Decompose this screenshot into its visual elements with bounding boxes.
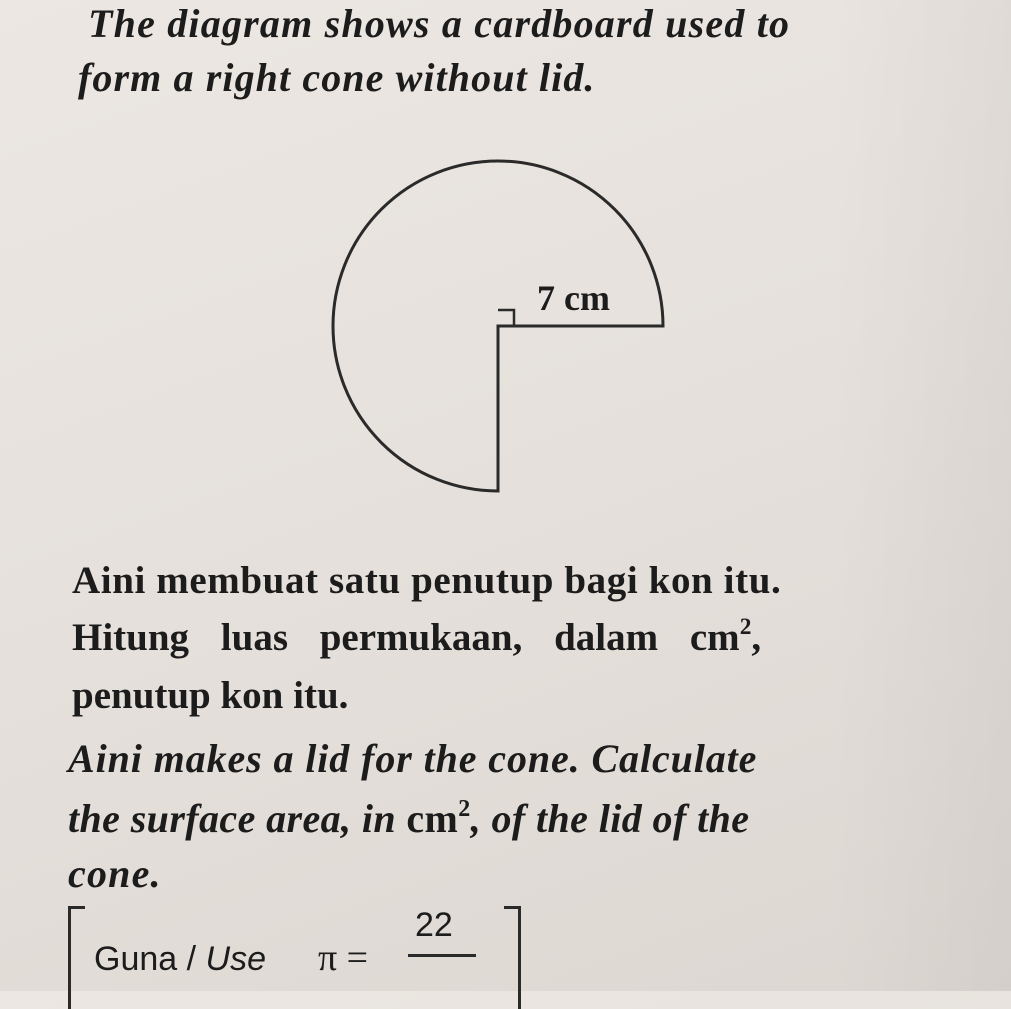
radius-label: 7 cm [537, 278, 610, 318]
unit-exponent: 2 [739, 614, 752, 640]
question-en-line-1: Aini makes a lid for the cone. Calculate [68, 736, 758, 781]
pi-hint-box [68, 898, 528, 1008]
three-quarter-circle-sector [333, 161, 663, 491]
hint-use: Use [205, 940, 266, 978]
right-angle-marker [498, 310, 514, 326]
question-ms-line-2 [72, 615, 761, 660]
question-ms-line-1: Aini membuat satu penutup bagi kon itu. [72, 559, 782, 602]
pi-equals: π = [318, 937, 369, 979]
hint-use-label [94, 940, 266, 979]
unit-cm-squared-en [406, 796, 470, 841]
question-en-line-2 [68, 795, 749, 842]
question-en-tail: , of the lid of the [470, 796, 750, 841]
paper-shading [831, 0, 1011, 991]
unit-cm-squared-ms [690, 616, 752, 659]
hint-guna: Guna / [94, 940, 206, 978]
intro-line-1: The diagram shows a cardboard used to [88, 1, 791, 46]
question-ms-comma: , [751, 616, 762, 659]
fraction-bar [408, 954, 476, 957]
pi-numerator: 22 [415, 906, 453, 944]
unit-base: cm [406, 796, 459, 841]
question-ms-text: Hitung luas permukaan, dalam [72, 616, 659, 659]
intro-line-2: form a right cone without lid. [78, 55, 596, 100]
unit-exponent: 2 [458, 795, 471, 822]
question-ms-line-3: penutup kon itu. [72, 674, 349, 717]
question-en-line-3: cone. [68, 851, 162, 896]
right-bracket [504, 906, 521, 1009]
cone-net-diagram [300, 150, 700, 510]
unit-base: cm [689, 616, 740, 659]
left-bracket [68, 906, 85, 1009]
question-en-text: the surface area, in [68, 796, 396, 841]
